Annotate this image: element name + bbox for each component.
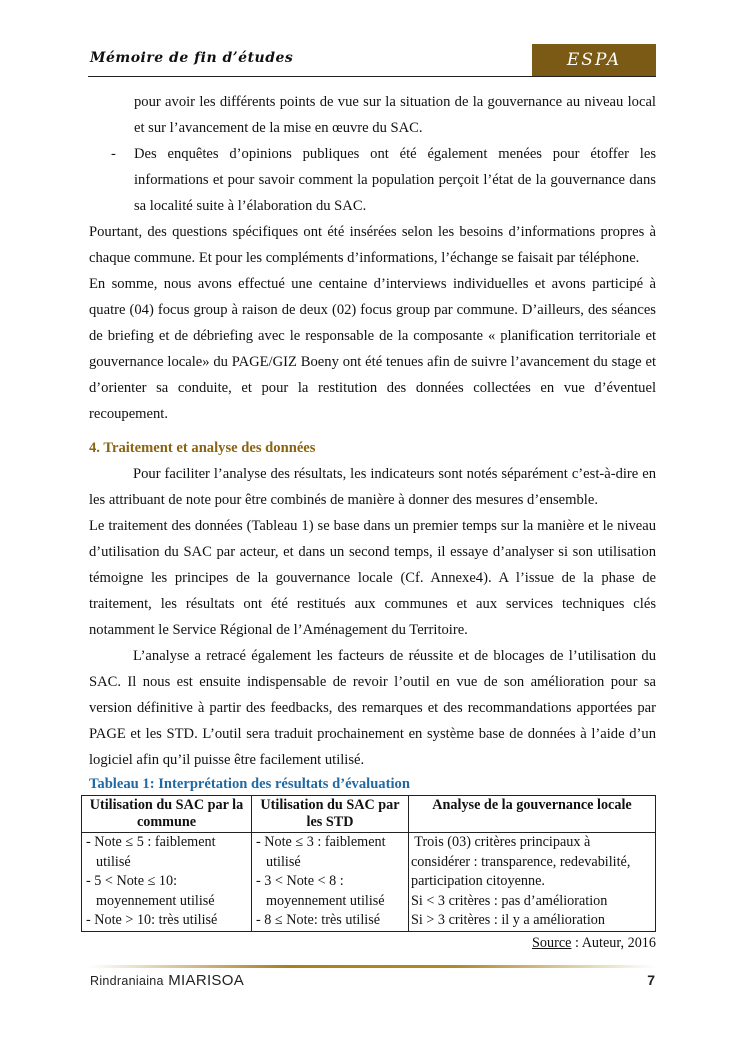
table-row — [82, 833, 656, 932]
cell-line: - 8 ≤ Note: très utilisé — [256, 912, 381, 928]
paragraph-3: Pour faciliter l’analyse des résultats, les indicateurs sont notés séparément c’est-à-dire en les attribuant de note pour être combinés de manière à donner des mesures d’ensemble. — [89, 466, 656, 508]
source-label: Source — [532, 934, 572, 951]
cell-line: - 3 < Note < 8 : — [256, 873, 344, 889]
source-value: : Auteur, 2016 — [571, 934, 656, 951]
author-last-name: MIARISOA — [168, 972, 245, 989]
bullet-text: Des enquêtes d’opinions publiques ont été également menées pour étoffer les informations et pour savoir comment la population perçoit l’état de la gouvernance dans sa localité suite à l’élaboration du SAC. — [134, 146, 656, 214]
header-badge: ESPA — [532, 44, 656, 76]
cell-line: - 5 < Note ≤ 10: — [86, 873, 178, 889]
table-header-commune: Utilisation du SAC par la commune — [82, 796, 252, 833]
cell-line: Si < 3 critères : pas d’amélioration — [411, 892, 608, 909]
table-cell-commune — [82, 833, 252, 932]
cell-line: moyennement utilisé — [96, 892, 215, 909]
cell-line: - Note > 10: très utilisé — [86, 912, 218, 928]
table-header-std: Utilisation du SAC par les STD — [252, 796, 409, 833]
cell-line: considérer : transparence, redevabilité, — [411, 853, 631, 870]
table-caption: Tableau 1: Interprétation des résultats d’évaluation — [89, 776, 410, 792]
cell-line: participation citoyenne. — [411, 873, 545, 889]
evaluation-table — [81, 795, 656, 932]
paragraph-5: L’analyse a retracé également les facteurs de réussite et de blocages de l’utilisation du SAC. Il nous est ensuite indispensable de revoir l’outil en vue de son amélioration pour sa version définitive à partir des feedbacks, des remarques et des recommandations apportées par PAGE et les STD. L’outil sera traduit prochainement en système base de données à l’aide d’un logiciel afin qu’il puisse être facilement utilisé. — [89, 648, 656, 768]
page-number: 7 — [647, 972, 655, 988]
paragraph-1: Pourtant, des questions spécifiques ont été insérées selon les besoins d’informations propres à chaque commune. Et pour les compléments d’informations, l’échange se faisait par téléphone. — [89, 224, 656, 266]
footer-author — [90, 972, 244, 989]
paragraph-2: En somme, nous avons effectué une centaine d’interviews individuelles et avons participé à quatre (04) focus group à raison de deux (02) focus group par commune. D’ailleurs, des séances de briefing et de débriefing avec le responsable de la composante « planification territoriale et gouvernance locale» du PAGE/GIZ Boeny ont été tenues afin de suivre l’avancement du stage et d’orienter sa conduite, et pour la restitution des données collectées en vue d’éventuel recoupement. — [89, 276, 656, 422]
cell-line: - Note ≤ 3 : faiblement — [256, 834, 386, 850]
cell-line: Si > 3 critères : il y a amélioration — [411, 912, 605, 928]
page-content — [86, 89, 656, 953]
bullet-item — [89, 141, 656, 219]
footer-divider — [88, 965, 656, 968]
table-cell-std — [252, 833, 409, 932]
cell-line: utilisé — [96, 853, 131, 870]
paragraph-4: Le traitement des données (Tableau 1) se base dans un premier temps sur la manière et le niveau d’utilisation du SAC par acteur, et dans un second temps, il essaye d’analyser si son utilisation témoigne les principes de la gouvernance locale (Cf. Annexe4). A l’issue de la phase de traitement, les résultats ont été restitués aux communes et aux services techniques clés notamment le Service Régional de l’Aménagement du Territoire. — [89, 518, 656, 638]
table-cell-gouvernance — [409, 833, 656, 932]
table-header-gouvernance: Analyse de la gouvernance locale — [409, 796, 656, 833]
section-heading: 4. Traitement et analyse des données — [89, 440, 316, 456]
table-source — [89, 933, 656, 953]
bullet-dash: - — [111, 146, 116, 162]
header-title: Mémoire de fin d’études — [90, 50, 294, 66]
cell-line: moyennement utilisé — [266, 892, 385, 909]
header-divider — [88, 76, 656, 77]
continuation-paragraph: pour avoir les différents points de vue sur la situation de la gouvernance au niveau local et sur l’avancement de la mise en œuvre du SAC. — [134, 94, 656, 136]
table-header-row — [82, 796, 656, 833]
cell-line: - Note ≤ 5 : faiblement — [86, 834, 216, 850]
cell-line: utilisé — [266, 853, 301, 870]
cell-line: Trois (03) critères principaux à — [411, 834, 591, 850]
author-first-name: Rindraniaina — [90, 974, 164, 988]
